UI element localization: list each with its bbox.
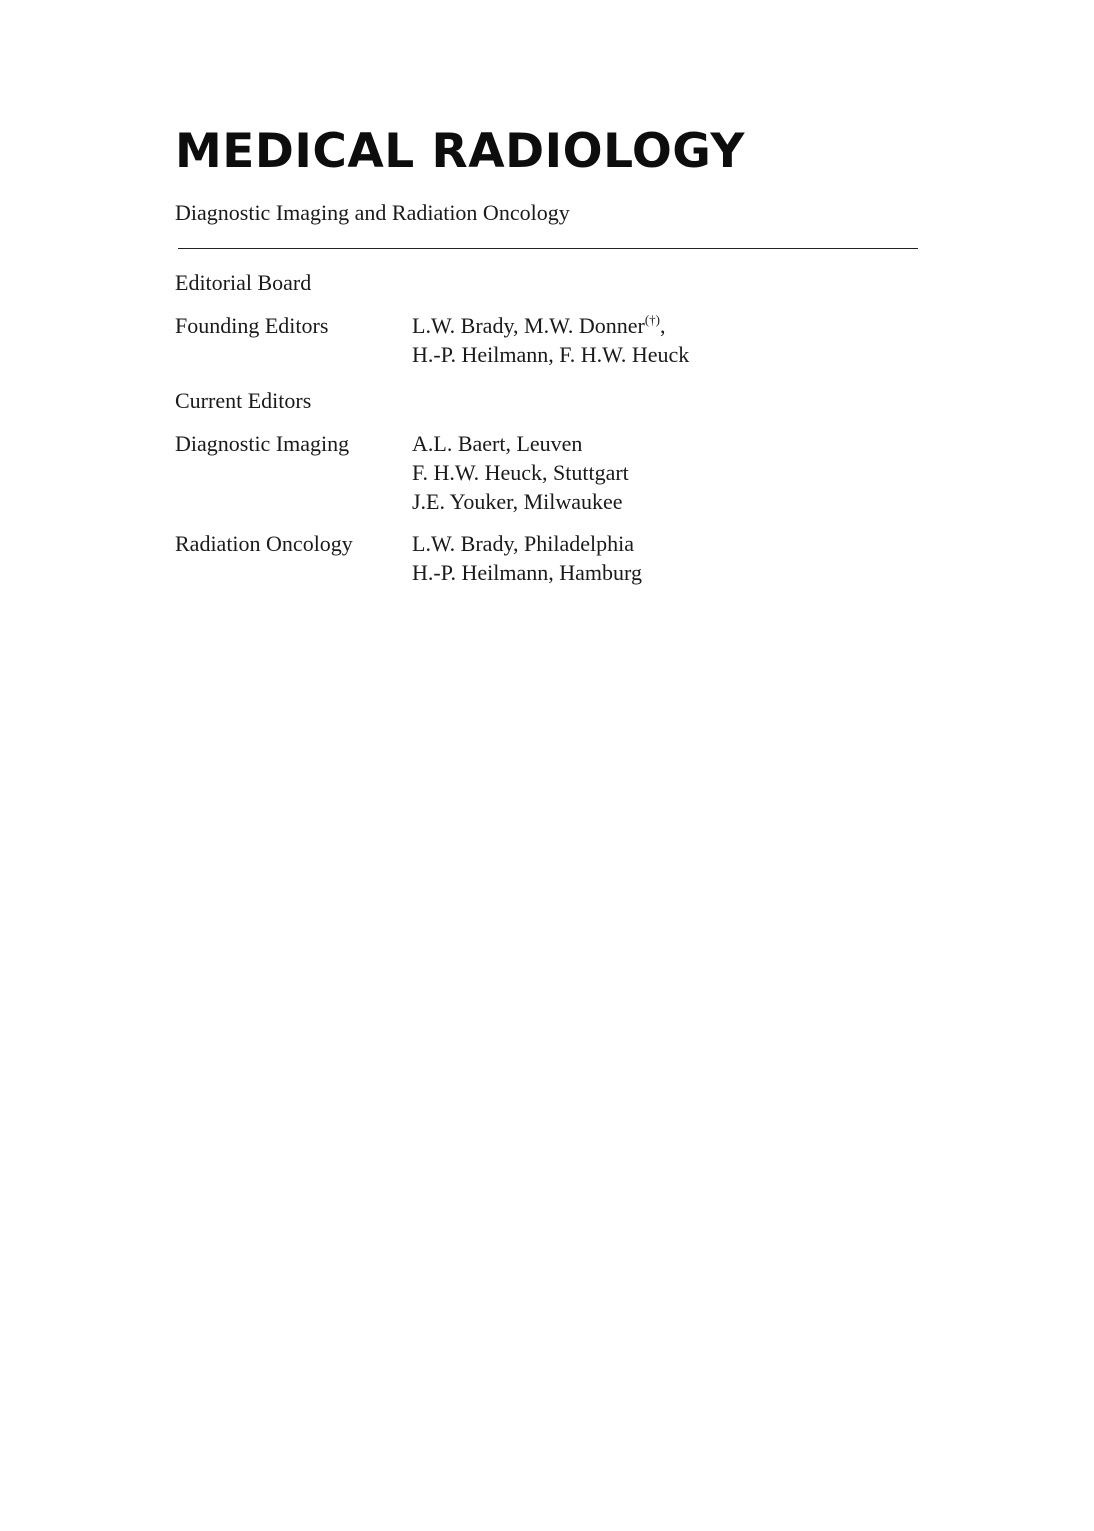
series-subtitle: Diagnostic Imaging and Radiation Oncology	[175, 200, 570, 225]
editorial-board-heading: Editorial Board	[175, 270, 312, 295]
radiation-oncology-label: Radiation Oncology	[175, 531, 353, 556]
current-editors-heading: Current Editors	[175, 388, 312, 413]
rule-gap	[266, 245, 269, 247]
founding-editors-line-2: H.-P. Heilmann, F. H.W. Heuck	[412, 342, 690, 367]
deceased-mark: (†)	[644, 312, 660, 327]
editor-name: J.E. Youker, Milwaukee	[412, 489, 623, 514]
editor-name: F. H.W. Heuck, Stuttgart	[412, 460, 629, 485]
rule-gap	[224, 245, 227, 247]
founding-editors-names	[412, 311, 689, 369]
founding-editors-label: Founding Editors	[175, 313, 329, 338]
editor-name: A.L. Baert, Leuven	[412, 431, 583, 456]
series-title: MEDICAL RADIOLOGY	[175, 124, 745, 179]
diagnostic-imaging-label: Diagnostic Imaging	[175, 431, 350, 456]
rule-gap	[336, 245, 339, 247]
founding-editors-line-1: L.W. Brady, M.W. Donner(†),	[412, 312, 666, 338]
divider-rule	[178, 248, 918, 249]
editor-name: H.-P. Heilmann, Hamburg	[412, 560, 642, 585]
diagnostic-imaging-names	[412, 429, 629, 516]
editor-name: L.W. Brady, Philadelphia	[412, 531, 634, 556]
radiation-oncology-names	[412, 529, 642, 587]
rule-gap	[378, 245, 381, 247]
